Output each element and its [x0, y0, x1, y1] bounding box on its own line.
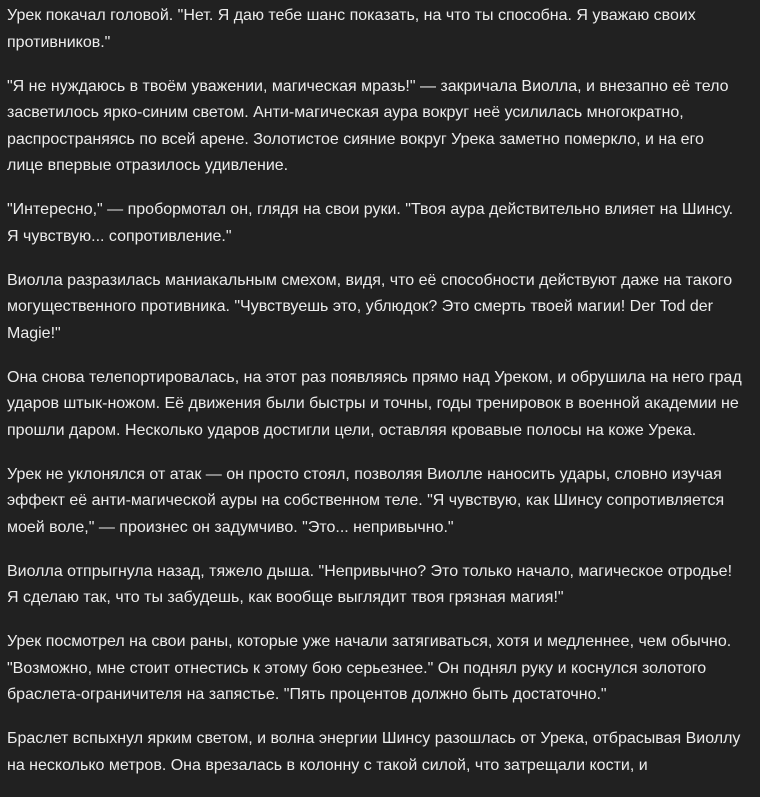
- paragraph-2: "Я не нуждаюсь в твоём уважении, магическая мразь!" — закричала Виолла, и внезапно её тело засветилось ярко-синим светом. Анти-магическая аура вокруг неё усилилась многократно, распространяясь по всей арене. Золотистое сияние вокруг Урека заметно померкло, и на его лице впервые отразилось удивление.: [7, 77, 729, 174]
- paragraph-6: Урек не уклонялся от атак — он просто стоял, позволяя Виолле наносить удары, словно изучая эффект её анти-магической ауры на собственном теле. "Я чувствую, как Шинсу сопротивляется моей воле," — произнес он задумчиво. "Это... непривычно.": [7, 465, 725, 536]
- paragraph-9: Браслет вспыхнул ярким светом, и волна энергии Шинсу разошлась от Урека, отбрасывая Виоллу на несколько метров. Она врезалась в колонну с такой силой, что затрещали кости, и: [7, 730, 741, 774]
- paragraph-8: Урек посмотрел на свои раны, которые уже начали затягиваться, хотя и медленнее, чем обычно. "Возможно, мне стоит отнестись к этому бою серьезнее." Он поднял руку и коснулся золотого браслета-ограничителя на запястье. "Пять процентов должно быть достаточно.": [7, 633, 732, 703]
- paragraph-5: Она снова телепортировалась, на этот раз появляясь прямо над Уреком, и обрушила на него град ударов штык-ножом. Её движения были быстры и точны, годы тренировок в военной академии не прошли даром. Несколько ударов достигли цели, оставляя кровавые полосы на коже Урека.: [7, 368, 742, 439]
- story-text: [7, 3, 742, 797]
- paragraph-4: Виолла разразилась маниакальным смехом, видя, что её способности действуют даже на такого могущественного противника. "Чувствуешь это, ублюдок? Это смерть твоей магии! Der Tod der Magie!": [7, 271, 733, 342]
- paragraph-7: Виолла отпрыгнула назад, тяжело дыша. "Непривычно? Это только начало, магическое отродье! Я сделаю так, что ты забудешь, как вообще выглядит твоя грязная магия!": [7, 562, 733, 606]
- paragraph-3: "Интересно," — пробормотал он, глядя на свои руки. "Твоя аура действительно влияет на Шинсу. Я чувствую... сопротивление.": [7, 201, 734, 245]
- paragraph-1: Урек покачал головой. "Нет. Я даю тебе шанс показать, на что ты способна. Я уважаю своих противников.": [7, 7, 696, 51]
